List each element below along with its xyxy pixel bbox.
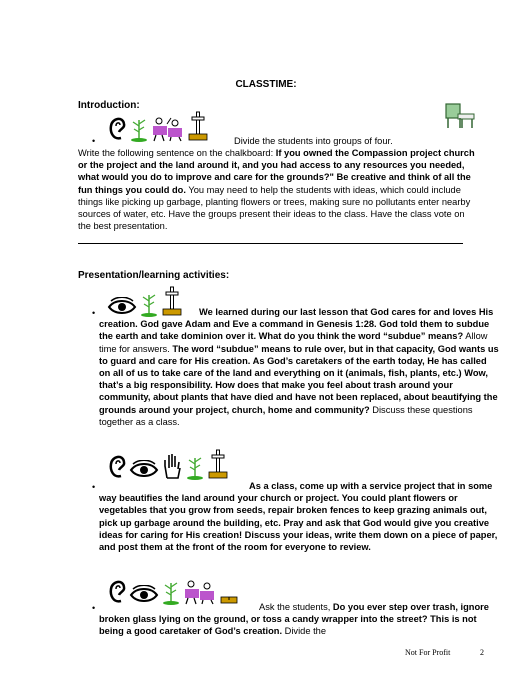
sprout-icon xyxy=(185,452,205,480)
item3-text-b: Divide the xyxy=(284,626,326,637)
bullet: • xyxy=(92,308,96,318)
item2-icon-row xyxy=(107,448,229,480)
item1-text-a: Allow time for answers. xyxy=(99,331,488,354)
page-title: CLASSTIME: xyxy=(235,79,297,90)
intro-p1: Write the following sentence on the chalkboard: xyxy=(78,148,274,158)
item1-paragraph xyxy=(99,306,499,428)
cross-bible-icon xyxy=(207,448,229,480)
item1-text-b: Discuss these questions together as a class. xyxy=(99,404,473,427)
eye-icon xyxy=(129,460,159,480)
intro-icon-row xyxy=(107,110,209,142)
item2-paragraph xyxy=(99,480,499,553)
ear-icon xyxy=(107,452,127,480)
page-number: 2 xyxy=(480,648,484,657)
item1-bold2: The word “subdue” means to rule over, but in that capacity, God wants us to guard and care for His creation. As God’s caretakers of the earth today, He has called on all of us to take care of the land and everything on it (animals, fish, plants, etc.) Wow, that’s a big responsibility. How does that make you feel about trash around your community, about plants that have died and have not been replaced, about beautifying the grounds around your project, church, home and community? xyxy=(99,343,499,415)
children-icon xyxy=(151,114,185,142)
intro-paragraph xyxy=(78,147,476,232)
footer-text: Not For Profit xyxy=(405,648,451,657)
intro-p1-rest: You may need to help the students with ideas, which could include things like picking up garbage, planting flowers or trees, making sure no pollutants enter nearby sources of water, etc. Have the groups present their ideas to the class. Have the class vote on the best presentation. xyxy=(78,184,471,232)
cross-bible-icon xyxy=(187,110,209,142)
sprout-icon xyxy=(129,114,149,142)
divider xyxy=(78,243,463,244)
intro-heading: Introduction: xyxy=(78,100,140,111)
hand-icon xyxy=(161,452,183,480)
intro-lead: Divide the students into groups of four. xyxy=(234,136,393,146)
item2-bold: As a class, come up with a service project that in some way beautifies the land around your church or project. You could plant flowers or vegetables that you grow from seeds, repair broken fences to keep grazing animals out, pick up garbage around the building, etc. Pray and ask that God would give you creative ideas for caring for His creation! Discuss your ideas, write them down on a piece of paper, and post them at the front of the room for everyone to review. xyxy=(99,481,498,553)
bullet: • xyxy=(92,603,96,613)
bullet: • xyxy=(92,482,96,492)
item3-text-a: Ask the students, xyxy=(259,602,331,612)
item3-bold: Do you ever step over trash, ignore broken glass lying on the ground, or toss a candy wrapper into the street? This is not being a good caretaker of God’s creation. xyxy=(99,602,489,637)
item1-bold: We learned during our last lesson that God cares for and loves His creation. God gave Adam and Eve a command in Genesis 1:28. God told them to subdue the earth and take dominion over it. What do you think the word “subdue” means? xyxy=(99,307,494,342)
presentation-heading: Presentation/learning activities: xyxy=(78,270,230,281)
classroom-desk-icon xyxy=(442,100,478,130)
bullet: • xyxy=(92,136,96,146)
intro-p1-bold: If you owned the Compassion project church or the project and the land around it, and you had access to any resources you needed, what would you do to improve and care for the grounds?" Be creative and think of all the fun things you could do. xyxy=(78,148,475,195)
ear-icon xyxy=(107,114,127,142)
item3-paragraph xyxy=(99,601,499,638)
